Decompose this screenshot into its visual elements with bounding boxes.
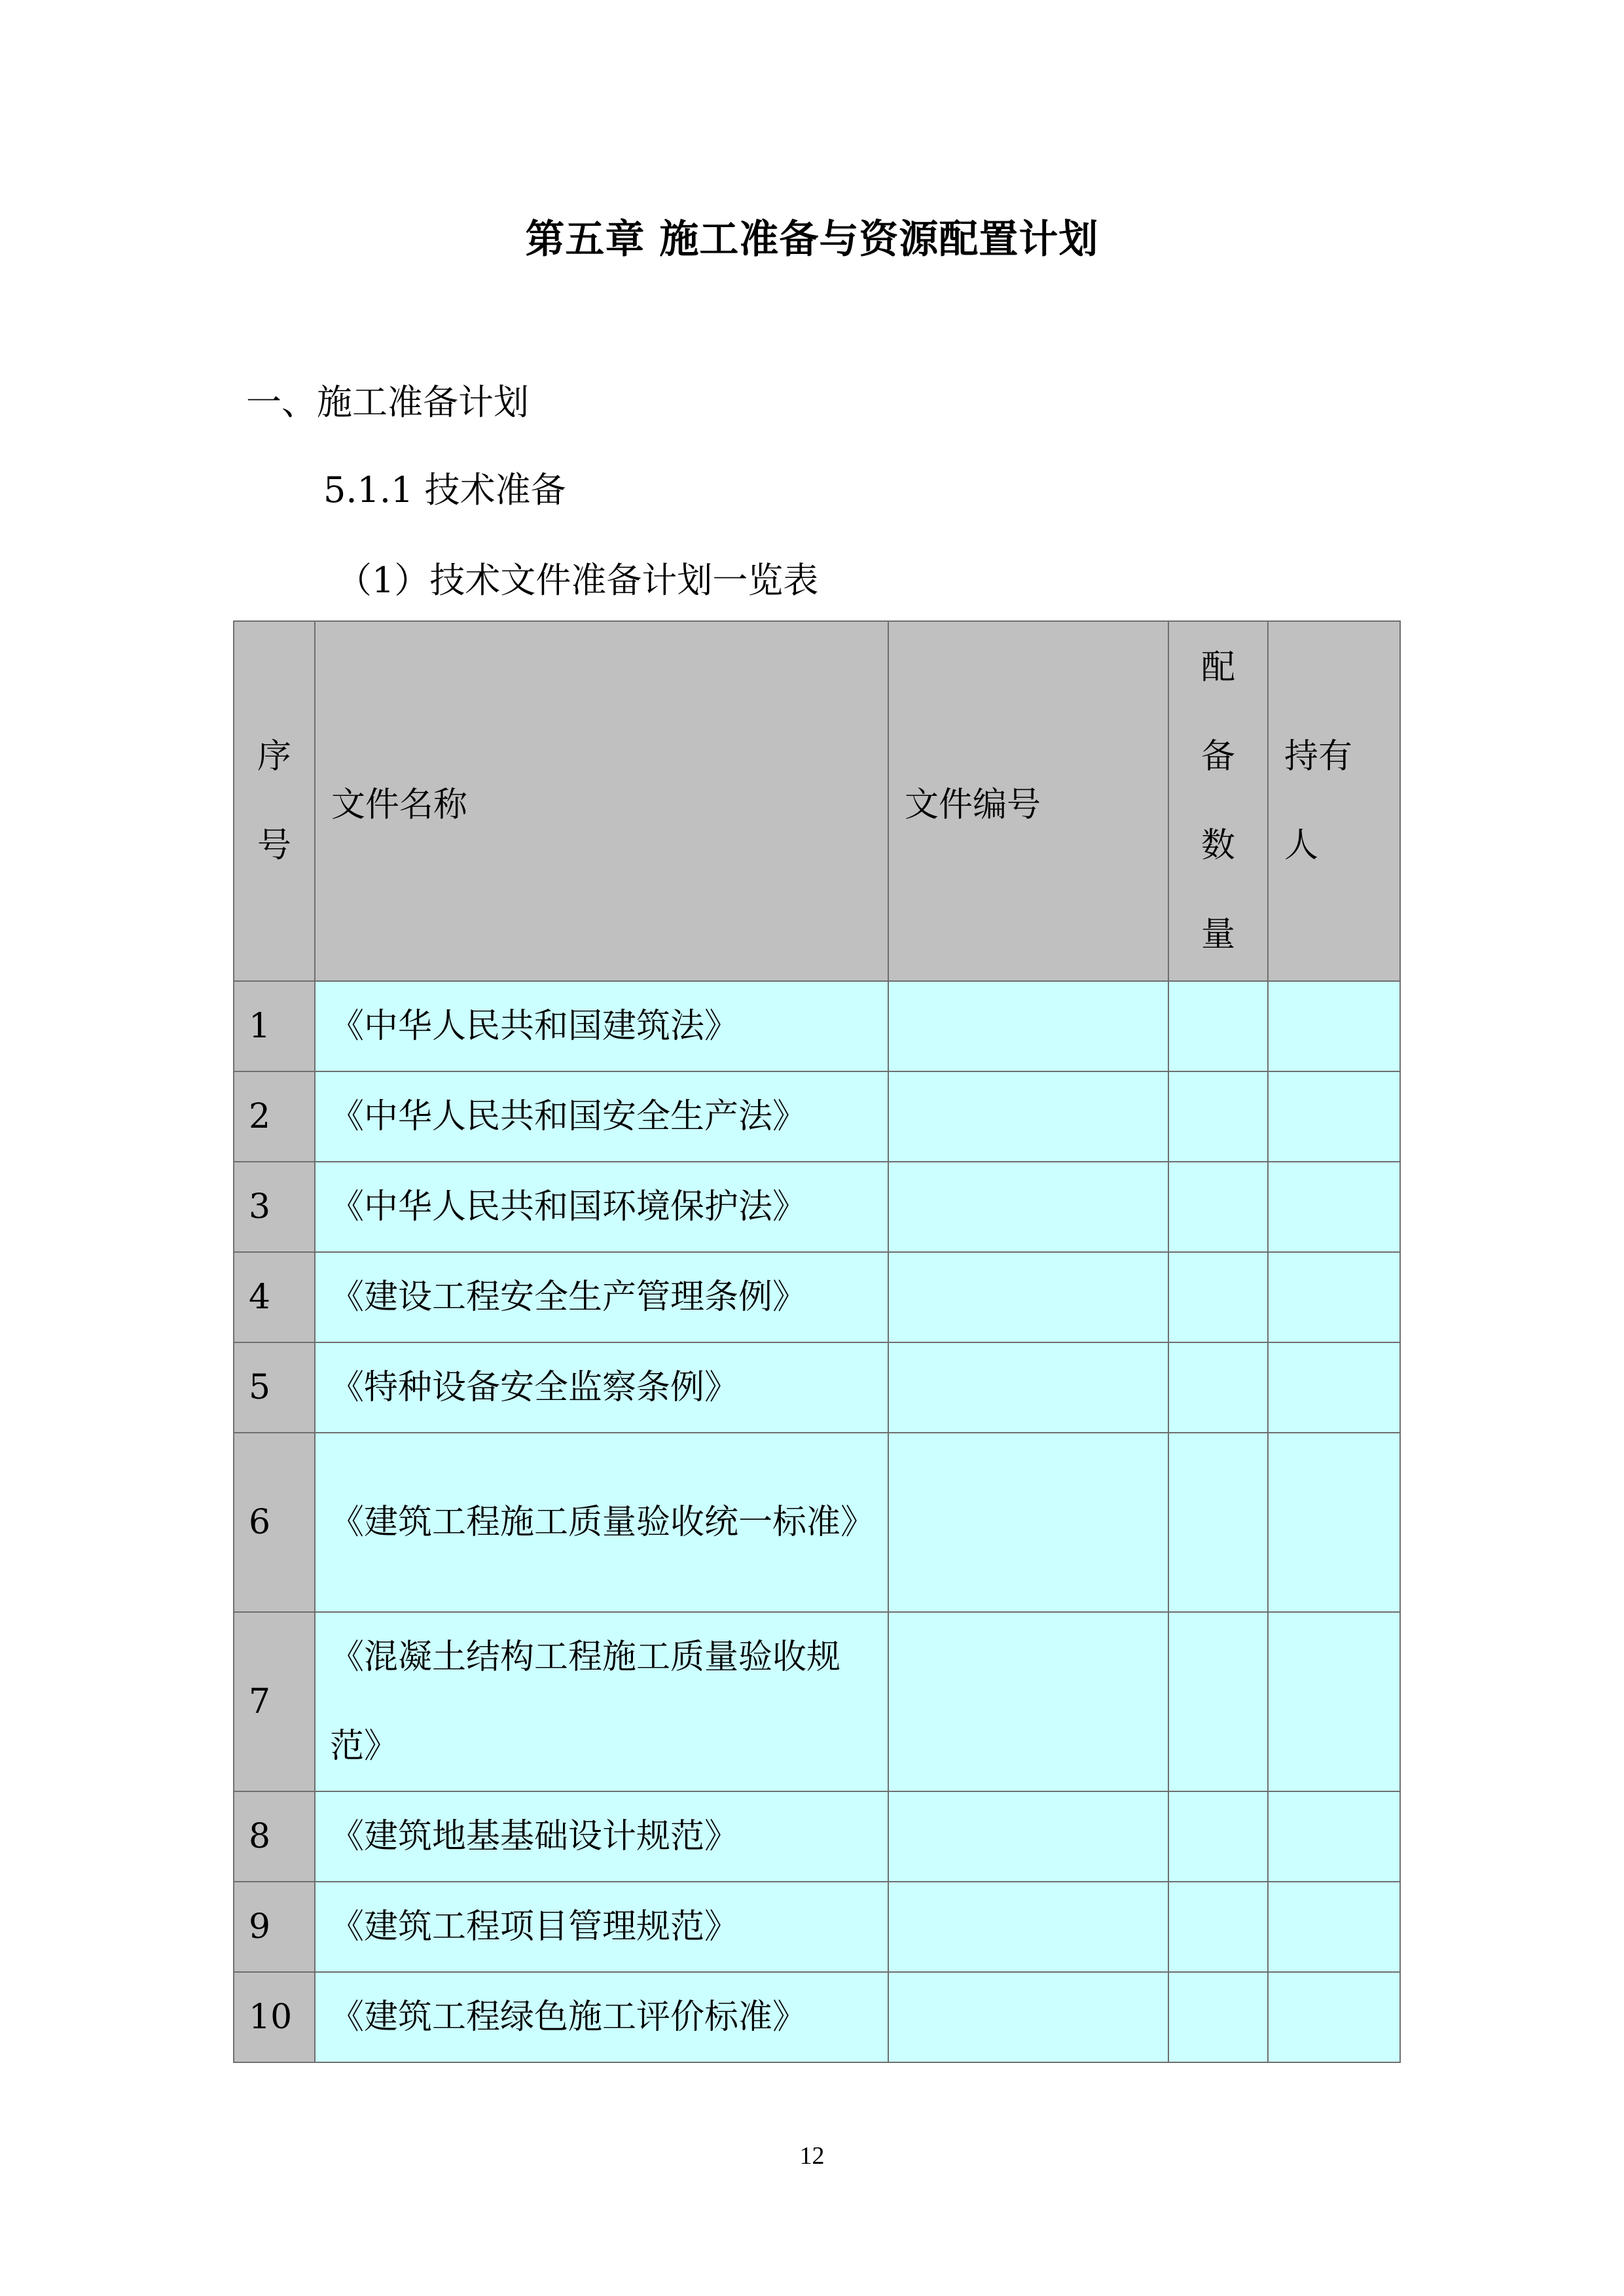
row-quantity bbox=[1168, 1433, 1268, 1612]
table-row bbox=[234, 1433, 1400, 1612]
row-holder bbox=[1268, 1791, 1400, 1882]
row-holder bbox=[1268, 1342, 1400, 1433]
table-row bbox=[234, 1791, 1400, 1882]
header-index bbox=[234, 621, 315, 981]
row-file-code bbox=[888, 1972, 1168, 2062]
row-file-name: 《建设工程安全生产管理条例》 bbox=[315, 1252, 888, 1342]
row-file-name: 《建筑工程施工质量验收统一标准》 bbox=[315, 1433, 888, 1612]
table-header-row bbox=[234, 621, 1400, 981]
header-file-name: 文件名称 bbox=[315, 621, 888, 981]
header-holder bbox=[1268, 621, 1400, 981]
row-file-code bbox=[888, 1433, 1168, 1612]
row-holder bbox=[1268, 1612, 1400, 1791]
header-index-line: 号 bbox=[257, 826, 291, 865]
row-file-name: 《中华人民共和国安全生产法》 bbox=[315, 1071, 888, 1162]
document-plan-table bbox=[233, 620, 1401, 2063]
row-file-code bbox=[888, 981, 1168, 1071]
header-quantity-line: 数 bbox=[1200, 826, 1235, 865]
row-file-name: 《中华人民共和国建筑法》 bbox=[315, 981, 888, 1071]
row-index: 4 bbox=[234, 1252, 315, 1342]
header-file-code: 文件编号 bbox=[888, 621, 1168, 981]
row-file-code bbox=[888, 1342, 1168, 1433]
row-file-code bbox=[888, 1612, 1168, 1791]
header-holder-line: 人 bbox=[1284, 826, 1319, 865]
row-quantity bbox=[1168, 1342, 1268, 1433]
row-file-code bbox=[888, 1252, 1168, 1342]
row-quantity bbox=[1168, 1071, 1268, 1162]
row-quantity bbox=[1168, 1612, 1268, 1791]
row-quantity bbox=[1168, 1162, 1268, 1252]
row-file-code bbox=[888, 1071, 1168, 1162]
row-file-code bbox=[888, 1882, 1168, 1972]
row-quantity bbox=[1168, 1791, 1268, 1882]
header-holder-line: 持有 bbox=[1284, 737, 1353, 776]
row-index: 3 bbox=[234, 1162, 315, 1252]
row-holder bbox=[1268, 1433, 1400, 1612]
table-caption: （1）技术文件准备计划一览表 bbox=[336, 560, 819, 601]
row-index: 7 bbox=[234, 1612, 315, 1791]
row-index: 1 bbox=[234, 981, 315, 1071]
header-quantity-line: 量 bbox=[1200, 915, 1235, 954]
row-index: 10 bbox=[234, 1972, 315, 2062]
row-file-name: 《混凝土结构工程施工质量验收规范》 bbox=[315, 1612, 888, 1791]
row-file-name: 《建筑工程项目管理规范》 bbox=[315, 1882, 888, 1972]
row-file-name: 《建筑工程绿色施工评价标准》 bbox=[315, 1972, 888, 2062]
row-quantity bbox=[1168, 1882, 1268, 1972]
row-index: 2 bbox=[234, 1071, 315, 1162]
row-quantity bbox=[1168, 981, 1268, 1071]
table-row bbox=[234, 1612, 1400, 1791]
row-quantity bbox=[1168, 1252, 1268, 1342]
table-row bbox=[234, 1882, 1400, 1972]
table-row bbox=[234, 1071, 1400, 1162]
row-index: 9 bbox=[234, 1882, 315, 1972]
subsection-heading: 5.1.1 技术准备 bbox=[323, 469, 566, 511]
row-index: 5 bbox=[234, 1342, 315, 1433]
row-index: 6 bbox=[234, 1433, 315, 1612]
row-file-name: 《中华人民共和国环境保护法》 bbox=[315, 1162, 888, 1252]
chapter-title: 第五章 施工准备与资源配置计划 bbox=[525, 217, 1099, 262]
header-quantity-line: 配 bbox=[1200, 648, 1235, 687]
table-row bbox=[234, 1162, 1400, 1252]
row-quantity bbox=[1168, 1972, 1268, 2062]
row-file-name: 《建筑地基基础设计规范》 bbox=[315, 1791, 888, 1882]
table-row bbox=[234, 1972, 1400, 2062]
page-number: 12 bbox=[799, 2142, 825, 2170]
row-holder bbox=[1268, 1162, 1400, 1252]
header-quantity bbox=[1168, 621, 1268, 981]
header-quantity-line: 备 bbox=[1200, 737, 1235, 776]
table-row bbox=[234, 1252, 1400, 1342]
table-row bbox=[234, 1342, 1400, 1433]
row-index: 8 bbox=[234, 1791, 315, 1882]
header-index-line: 序 bbox=[257, 737, 291, 776]
table-row bbox=[234, 981, 1400, 1071]
row-file-name: 《特种设备安全监察条例》 bbox=[315, 1342, 888, 1433]
row-holder bbox=[1268, 981, 1400, 1071]
row-holder bbox=[1268, 1972, 1400, 2062]
row-file-code bbox=[888, 1791, 1168, 1882]
row-holder bbox=[1268, 1252, 1400, 1342]
row-file-code bbox=[888, 1162, 1168, 1252]
section-heading: 一、施工准备计划 bbox=[246, 382, 529, 423]
row-holder bbox=[1268, 1071, 1400, 1162]
row-holder bbox=[1268, 1882, 1400, 1972]
